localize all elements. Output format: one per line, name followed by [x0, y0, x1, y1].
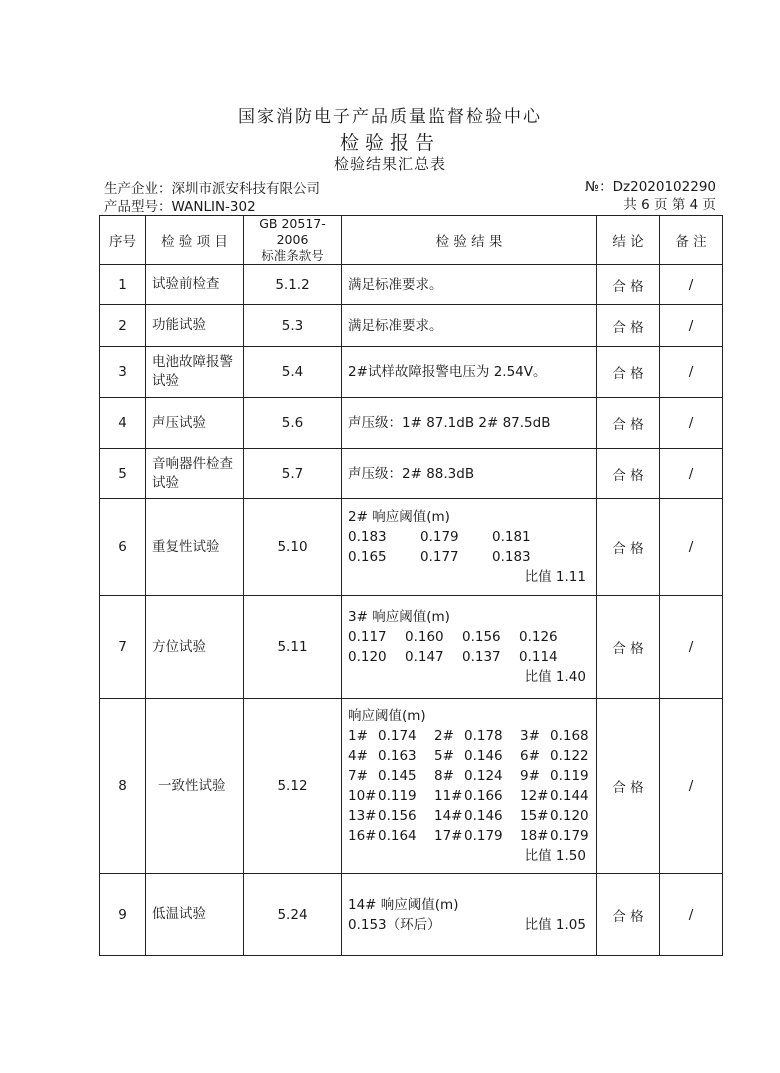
threshold-heading: 响应阈值(m)	[348, 708, 426, 724]
table-header-row	[100, 216, 723, 265]
col-header-clause	[244, 216, 342, 265]
sample-label: 18#	[520, 828, 549, 844]
row-item: 试验前检查	[146, 265, 244, 305]
threshold-value: 0.156	[378, 808, 417, 824]
threshold-value: 0.181	[492, 529, 531, 545]
threshold-value: 0.166	[464, 788, 503, 804]
sample-label: 10#	[348, 788, 377, 804]
table-row	[100, 499, 723, 596]
row-no: 2	[100, 305, 146, 347]
row-conclusion: 合 格	[597, 499, 660, 596]
sample-label: 17#	[434, 828, 463, 844]
row-result	[342, 499, 597, 596]
ratio-value: 比值 1.40	[524, 669, 586, 685]
row-clause: 5.24	[244, 874, 342, 956]
row-remark: /	[660, 265, 723, 305]
ratio-value: 比值 1.11	[524, 569, 586, 585]
threshold-line	[348, 915, 590, 935]
threshold-values	[348, 527, 590, 567]
org-title: 国家消防电子产品质量监督检验中心	[238, 107, 542, 127]
row-conclusion: 合 格	[597, 874, 660, 956]
threshold-value: 0.177	[420, 549, 459, 565]
threshold-value: 0.168	[550, 728, 589, 744]
threshold-value: 0.120	[550, 808, 589, 824]
ratio-line	[348, 567, 590, 587]
threshold-value: 0.119	[550, 768, 589, 784]
row-item: 重复性试验	[146, 499, 244, 596]
row-conclusion: 合 格	[597, 449, 660, 499]
col-header-std: GB 20517-2006	[259, 216, 326, 247]
row-result: 声压级：1# 87.1dB 2# 87.5dB	[342, 398, 597, 449]
sample-label: 14#	[434, 808, 463, 824]
row-remark: /	[660, 305, 723, 347]
table-row	[100, 874, 723, 956]
row-conclusion: 合 格	[597, 265, 660, 305]
sample-label: 3#	[520, 728, 540, 744]
results-table	[99, 215, 723, 956]
row-item: 低温试验	[146, 874, 244, 956]
threshold-value: 0.183	[492, 549, 531, 565]
threshold-value: 0.164	[378, 828, 417, 844]
threshold-heading: 2# 响应阈值(m)	[348, 509, 450, 525]
threshold-value: 0.119	[378, 788, 417, 804]
row-item: 功能试验	[146, 305, 244, 347]
product-model: 产品型号：WANLIN-302	[104, 199, 256, 215]
row-result	[342, 699, 597, 874]
row-result: 2#试样故障报警电压为 2.54V。	[342, 347, 597, 398]
threshold-value: 0.114	[519, 649, 558, 665]
sample-label: 13#	[348, 808, 377, 824]
row-clause: 5.7	[244, 449, 342, 499]
row-conclusion: 合 格	[597, 398, 660, 449]
threshold-value: 0.165	[348, 549, 387, 565]
row-result	[342, 874, 597, 956]
threshold-value: 0.146	[464, 748, 503, 764]
row-item: 电池故障报警试验	[146, 347, 244, 398]
threshold-value: 0.174	[378, 728, 417, 744]
threshold-value: 0.117	[348, 629, 387, 645]
sample-label: 16#	[348, 828, 377, 844]
ratio-value: 比值 1.05	[524, 916, 586, 933]
threshold-value: 0.179	[464, 828, 503, 844]
row-item: 方位试验	[146, 596, 244, 699]
row-clause: 5.12	[244, 699, 342, 874]
row-clause: 5.11	[244, 596, 342, 699]
threshold-values	[348, 726, 590, 846]
row-result	[342, 596, 597, 699]
sample-label: 7#	[348, 768, 368, 784]
col-header-item: 检 验 项 目	[146, 216, 244, 265]
manufacturer: 生产企业：深圳市派安科技有限公司	[104, 181, 320, 197]
row-no: 5	[100, 449, 146, 499]
threshold-value: 0.163	[378, 748, 417, 764]
threshold-value: 0.126	[519, 629, 558, 645]
table-row	[100, 449, 723, 499]
row-remark: /	[660, 398, 723, 449]
row-no: 3	[100, 347, 146, 398]
row-remark: /	[660, 874, 723, 956]
page-indicator: 共 6 页 第 4 页	[623, 197, 716, 213]
sample-label: 12#	[520, 788, 549, 804]
row-result: 满足标准要求。	[342, 265, 597, 305]
sample-label: 6#	[520, 748, 540, 764]
sample-label: 9#	[520, 768, 540, 784]
threshold-value: 0.179	[420, 529, 459, 545]
row-result: 满足标准要求。	[342, 305, 597, 347]
row-no: 8	[100, 699, 146, 874]
threshold-value: 0.179	[550, 828, 589, 844]
row-no: 7	[100, 596, 146, 699]
threshold-value: 0.137	[462, 649, 501, 665]
row-clause: 5.10	[244, 499, 342, 596]
table-row	[100, 305, 723, 347]
ratio-line	[348, 846, 590, 866]
col-header-clause-label: 标准条款号	[261, 248, 324, 263]
threshold-heading: 14# 响应阈值(m)	[348, 896, 459, 913]
sample-label: 1#	[348, 728, 368, 744]
threshold-value: 0.156	[462, 629, 501, 645]
report-subtitle: 检验结果汇总表	[333, 155, 446, 173]
report-number: №：Dz2020102290	[585, 179, 716, 195]
row-result: 声压级：2# 88.3dB	[342, 449, 597, 499]
row-conclusion: 合 格	[597, 347, 660, 398]
report-title: 检验报告	[339, 132, 440, 154]
sample-label: 5#	[434, 748, 454, 764]
row-conclusion: 合 格	[597, 596, 660, 699]
row-remark: /	[660, 596, 723, 699]
row-remark: /	[660, 347, 723, 398]
table-row	[100, 699, 723, 874]
table-row	[100, 596, 723, 699]
threshold-value: 0.178	[464, 728, 503, 744]
row-remark: /	[660, 449, 723, 499]
row-conclusion: 合 格	[597, 699, 660, 874]
threshold-value: 0.144	[550, 788, 589, 804]
row-clause: 5.3	[244, 305, 342, 347]
ratio-line	[348, 667, 590, 687]
row-clause: 5.4	[244, 347, 342, 398]
threshold-heading: 3# 响应阈值(m)	[348, 609, 450, 625]
threshold-value: 0.145	[378, 768, 417, 784]
sample-label: 4#	[348, 748, 368, 764]
row-clause: 5.6	[244, 398, 342, 449]
row-remark: /	[660, 699, 723, 874]
col-header-result: 检 验 结 果	[342, 216, 597, 265]
threshold-value: 0.124	[464, 768, 503, 784]
threshold-value: 0.160	[405, 629, 444, 645]
threshold-value: 0.146	[464, 808, 503, 824]
row-remark: /	[660, 499, 723, 596]
row-item: 一致性试验	[146, 699, 244, 874]
row-item: 音响器件检查试验	[146, 449, 244, 499]
col-header-no: 序号	[100, 216, 146, 265]
row-no: 4	[100, 398, 146, 449]
col-header-conclusion: 结 论	[597, 216, 660, 265]
sample-label: 11#	[434, 788, 463, 804]
threshold-values	[348, 627, 590, 667]
row-no: 9	[100, 874, 146, 956]
row-clause: 5.1.2	[244, 265, 342, 305]
table-row	[100, 347, 723, 398]
col-header-remark: 备 注	[660, 216, 723, 265]
row-no: 1	[100, 265, 146, 305]
threshold-value: 0.122	[550, 748, 589, 764]
row-conclusion: 合 格	[597, 305, 660, 347]
sample-label: 8#	[434, 768, 454, 784]
sample-label: 2#	[434, 728, 454, 744]
row-no: 6	[100, 499, 146, 596]
table-row	[100, 265, 723, 305]
threshold-value: 0.147	[405, 649, 444, 665]
threshold-value: 0.183	[348, 529, 387, 545]
ratio-value: 比值 1.50	[524, 848, 586, 864]
threshold-value: 0.120	[348, 649, 387, 665]
row-item: 声压试验	[146, 398, 244, 449]
sample-label: 15#	[520, 808, 549, 824]
table-row	[100, 398, 723, 449]
threshold-value: 0.153（环后）	[348, 916, 441, 933]
